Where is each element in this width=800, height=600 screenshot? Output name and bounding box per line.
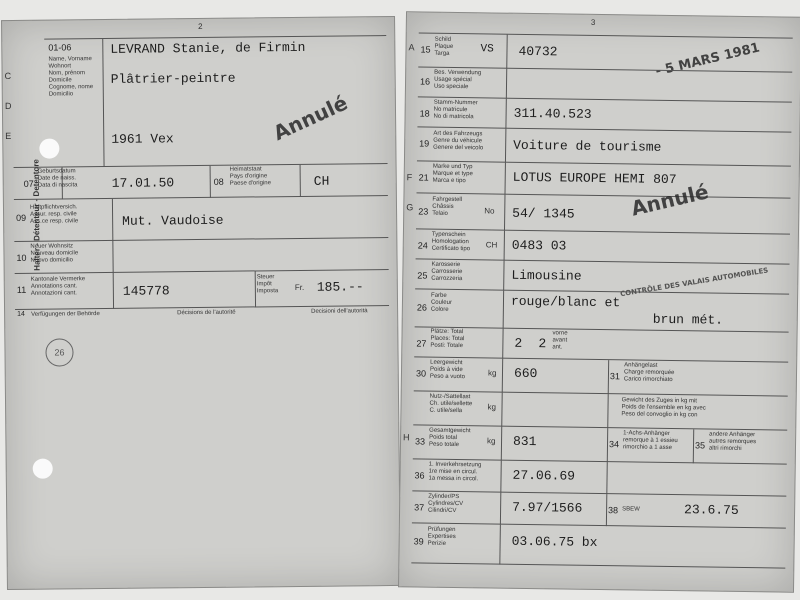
field-14-label: Verfügungen der Behörde [31, 311, 100, 318]
field-24-label: Typenschein Homologation Certificato tipo [431, 231, 471, 253]
origin-value: CH [313, 173, 330, 189]
field-23-label: Fahrgestell Châssis Telaio [432, 196, 463, 217]
annule-stamp-right: Annulé [628, 179, 711, 221]
field-35-label: andere Anhänger autres remorques altri rimorchi [708, 431, 757, 452]
date-stamp: - 5 MARS 1981 [654, 40, 762, 80]
field-16-label: Bes. Verwendung Usage spécial Uso speciale [433, 69, 482, 91]
tax-value: 185.-- [316, 279, 364, 295]
decisioni-label: Decisioni dell'autorità [311, 308, 368, 315]
side-letter-c: C [4, 70, 12, 82]
punch-hole-bottom [33, 459, 53, 479]
side-letter-a: A [408, 42, 415, 53]
first-registration-value: 27.06.69 [512, 467, 576, 484]
field-30-number: 30 [415, 368, 427, 379]
field-34-number: 34 [608, 439, 620, 450]
field-07-label: Geburtsdatum Date de naiss. Data di nascita [37, 168, 78, 189]
field-19-label: Art des Fahrzeugs Genre du véhicule Genere del veicolo [433, 130, 484, 152]
matricule-value: 311.40.523 [513, 105, 592, 122]
decisions-label: Décisions de l'autorité [177, 309, 236, 317]
field-26-label: Farbe Couleur Colore [430, 292, 453, 313]
payload-unit: kg [487, 402, 497, 412]
empty-weight-value: 660 [513, 365, 538, 382]
field-15-number: 15 [420, 44, 431, 55]
field-37-label: Zylinder/PS Cylindres/CV Cilindri/CV [428, 493, 464, 515]
field-15-label: Schild Plaque Targa [434, 36, 454, 57]
side-letter-h: H [403, 432, 410, 443]
field-26-number: 26 [416, 302, 427, 313]
field-38-label: SBEW [622, 506, 640, 513]
field-35-number: 35 [694, 440, 706, 451]
holder-occupation-value: Plâtrier-peintre [110, 70, 236, 87]
plate-value: 40732 [518, 43, 558, 60]
right-page [398, 11, 800, 592]
homologation-value: 0483 03 [511, 237, 567, 254]
field-33-number: 33 [414, 436, 426, 447]
insurance-value: Mut. Vaudoise [122, 212, 224, 229]
colour-value: rouge/blanc et [510, 293, 621, 311]
field-37-number: 37 [414, 502, 425, 513]
colour-value-2: brun mét. [652, 311, 724, 328]
field-08-label: Heimatstaat Pays d'origine Paese d'origine [229, 166, 271, 187]
canton-stamp: CONTRÔLE DES VALAIS AUTOMOBILES [619, 266, 769, 299]
sbew-value: 23.6.75 [684, 502, 739, 518]
left-page [1, 16, 401, 590]
homologation-ch: CH [485, 240, 498, 250]
field-09-label: Haftpflichtversich. Assur. resp. civile Ass.ce resp. civile [29, 204, 79, 225]
chassis-value: 54/ 1345 [512, 205, 575, 222]
holder-place-value: 1961 Vex [111, 131, 174, 147]
field-39-label: Prüfungen Expertises Perizie [427, 526, 456, 547]
field-10-number: 10 [16, 252, 27, 263]
circle-mark: 26 [45, 338, 73, 366]
field-11-number: 11 [16, 284, 27, 295]
places-total: 2 [514, 335, 523, 351]
side-letter-g: G [406, 202, 414, 213]
field-23-number: 23 [418, 206, 429, 217]
field-36-number: 36 [414, 470, 425, 481]
cantonal-value: 145778 [122, 283, 170, 299]
body-value: Limousine [511, 267, 582, 284]
tax-label: Steuer Impôt Imposta [256, 274, 279, 295]
field-19-number: 19 [419, 138, 430, 149]
field-39-number: 39 [413, 536, 424, 547]
field-07-number: 07 [23, 178, 34, 189]
birth-date-value: 17.01.50 [111, 175, 175, 191]
cylinders-value: 7.97/1566 [512, 499, 583, 516]
field-25-number: 25 [417, 270, 428, 281]
page-number-left: 2 [198, 21, 203, 32]
field-38-number: 38 [608, 505, 619, 516]
places-front-label: vorne avant ant. [552, 330, 568, 351]
annule-stamp-left: Annulé [269, 90, 352, 146]
field-27-number: 27 [416, 338, 427, 349]
holder-name-value: LEVRAND Stanie, de Firmin [110, 39, 306, 57]
field-36-label: 1. Inverkehrsetzung 1re mise en circul. 1a messa in circol. [428, 461, 482, 483]
field-31-number: 31 [609, 371, 621, 382]
field-27-label: Plätze: Total Places: Total Posti: Totale [430, 328, 465, 350]
field-08-number: 08 [213, 176, 224, 187]
side-letter-e: E [5, 130, 12, 142]
field-31-label: Anhängelast Charge remorquée Carico rimorchiato [623, 362, 675, 384]
empty-weight-unit: kg [487, 368, 497, 378]
total-weight-unit: kg [486, 436, 496, 446]
punch-hole-top [39, 138, 59, 158]
name-field-label: Name, Vorname Wohnort Nom, prénom Domicile Cognome, nome Domicilio [48, 56, 94, 98]
field-24-number: 24 [417, 240, 428, 251]
field-30-label: Leergewicht Poids à vide Peso a vuoto [429, 359, 466, 381]
field-11-label: Kantonale Vermerke Annotations cant. Annotazioni cant. [30, 276, 86, 297]
holder-side-label: Halter - Détenteur - Detentore [31, 159, 42, 271]
side-letter-d: D [4, 100, 12, 112]
field-34-label: 1-Achs-Anhänger remorque à 1 essieu rimorchio a 1 asse [622, 430, 678, 452]
field-09-number: 09 [16, 212, 27, 223]
field-18-number: 18 [419, 108, 430, 119]
trailer-weight-label: Gewicht des Zuges in kg mit Poids de l'ensemble en kg avec Peso del convoglio in kg con [621, 397, 706, 419]
chassis-no-label: No [484, 206, 495, 216]
field-16-number: 16 [419, 76, 431, 87]
holder-code: 01-06 [48, 42, 72, 53]
expertise-row [411, 522, 786, 568]
field-21-label: Marke und Typ Marque et type Marca e tipo [432, 163, 473, 185]
field-33-label: Gesamtgewicht Poids total Peso totale [428, 427, 471, 449]
field-18-label: Stamm-Nummer No matricule No di matricola [433, 99, 478, 121]
field-14-number: 14 [17, 310, 25, 318]
field-32-label: Nutz-/Sattellast Ch. utile/sellette C. utile/sella [429, 393, 473, 415]
make-value: LOTUS EUROPE HEMI 807 [512, 169, 677, 188]
page-number-right: 3 [590, 17, 596, 27]
plate-canton: VS [480, 43, 494, 56]
field-10-label: Neuer Wohnsitz Nouveau domicile Nuovo domicilio [30, 243, 79, 264]
side-letter-f: F [406, 172, 413, 183]
vehicle-type-value: Voiture de tourisme [513, 137, 662, 155]
places-front: 2 [538, 336, 547, 352]
field-21-number: 21 [418, 172, 429, 183]
total-weight-value: 831 [512, 433, 537, 450]
tax-currency: Fr. [294, 282, 305, 293]
expertise-value: 03.06.75 bx [511, 533, 598, 550]
field-25-label: Karosserie Carrosserie Carrozzeria [431, 261, 463, 283]
